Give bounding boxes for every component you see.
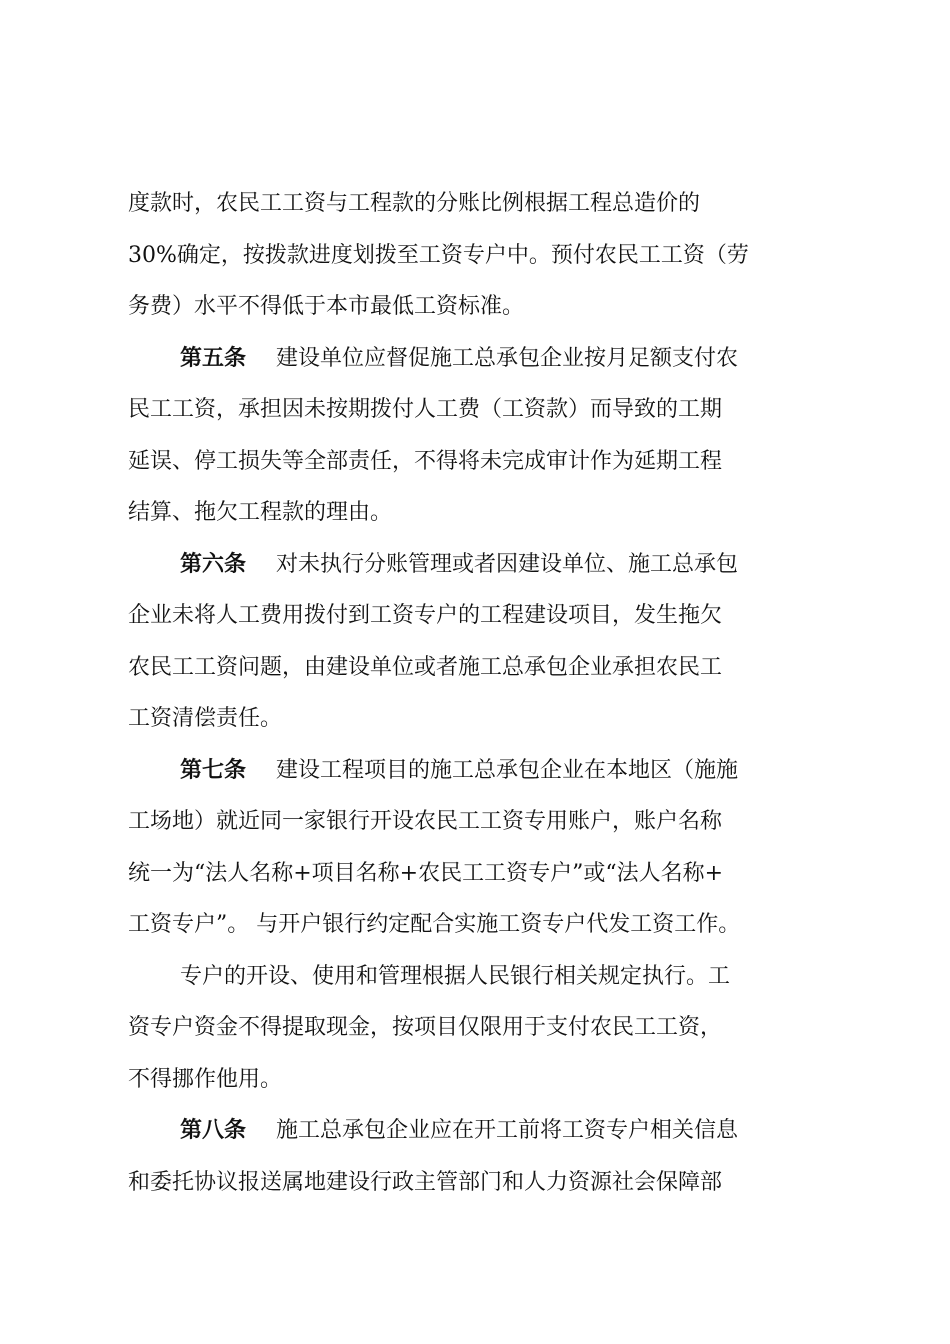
text-line-content: 不得挪作他用。 [128,1066,283,1092]
text-line [128,436,838,488]
text-line-content: 度款时，农民工工资与工程款的分账比例根据工程总造价的 [128,191,701,216]
text-line-content: 统一为“法人名称+项目名称+农民工工资专户”或“法人名称+ [128,860,724,886]
text-line [128,642,838,694]
article-7-heading: 第七条 [180,756,247,783]
text-line-content: 建设工程项目的施工总承包企业在本地区（施施 [276,757,739,783]
article-8-first-line [128,1105,838,1157]
text-line-content: 工资专户”。 与开户银行约定配合实施工资专户代发工资工作。 [128,912,741,937]
text-line-content: 专户的开设、使用和管理根据人民银行相关规定执行。工 [180,963,731,989]
document-body [128,178,838,1208]
text-line [128,281,838,333]
paragraph-first-line [128,951,838,1003]
text-line [128,384,838,436]
text-line-content: 对未执行分账管理或者因建设单位、施工总承包 [276,551,739,577]
text-line-content: 工资清偿责任。 [128,706,283,731]
text-line-content: 建设单位应督促施工总承包企业按月足额支付农 [276,345,739,371]
article-5-heading: 第五条 [180,344,247,371]
text-line-content: 企业未将人工费用拨付到工资专户的工程建设项目，发生拖欠 [128,603,723,628]
text-line [128,693,838,745]
text-line-content: 延误、停工损失等全部责任，不得将未完成审计作为延期工程 [128,448,723,474]
text-line [128,1054,838,1106]
article-5-first-line [128,333,838,385]
text-line-content: 结算、拖欠工程款的理由。 [128,500,393,525]
text-line-content: 民工工资，承担因未按期拨付人工费（工资款）而导致的工期 [128,397,723,422]
text-line [128,590,838,642]
article-6-first-line [128,539,838,591]
article-7-first-line [128,745,838,797]
text-line [128,1157,838,1209]
text-line-content: 和委托协议报送属地建设行政主管部门和人力资源社会保障部 [128,1169,723,1195]
text-line [128,899,838,951]
text-line-content: 资专户资金不得提取现金，按项目仅限用于支付农民工工资， [128,1015,723,1040]
article-6-heading: 第六条 [180,550,247,577]
text-line-content: 施工总承包企业应在开工前将工资专户相关信息 [276,1118,739,1143]
text-line-content: 务费）水平不得低于本市最低工资标准。 [128,294,525,319]
text-line [128,1002,838,1054]
text-line [128,796,838,848]
text-line [128,848,838,900]
text-line-content: 30%确定，按拨款进度划拨至工资专户中。预付农民工工资（劳 [128,242,749,268]
text-line [128,178,838,230]
text-line [128,230,838,282]
text-line-content: 农民工工资问题，由建设单位或者施工总承包企业承担农民工 [128,654,723,680]
article-8-heading: 第八条 [180,1117,247,1143]
text-line [128,487,838,539]
text-line-content: 工场地）就近同一家银行开设农民工工资专用账户，账户名称 [128,809,723,834]
